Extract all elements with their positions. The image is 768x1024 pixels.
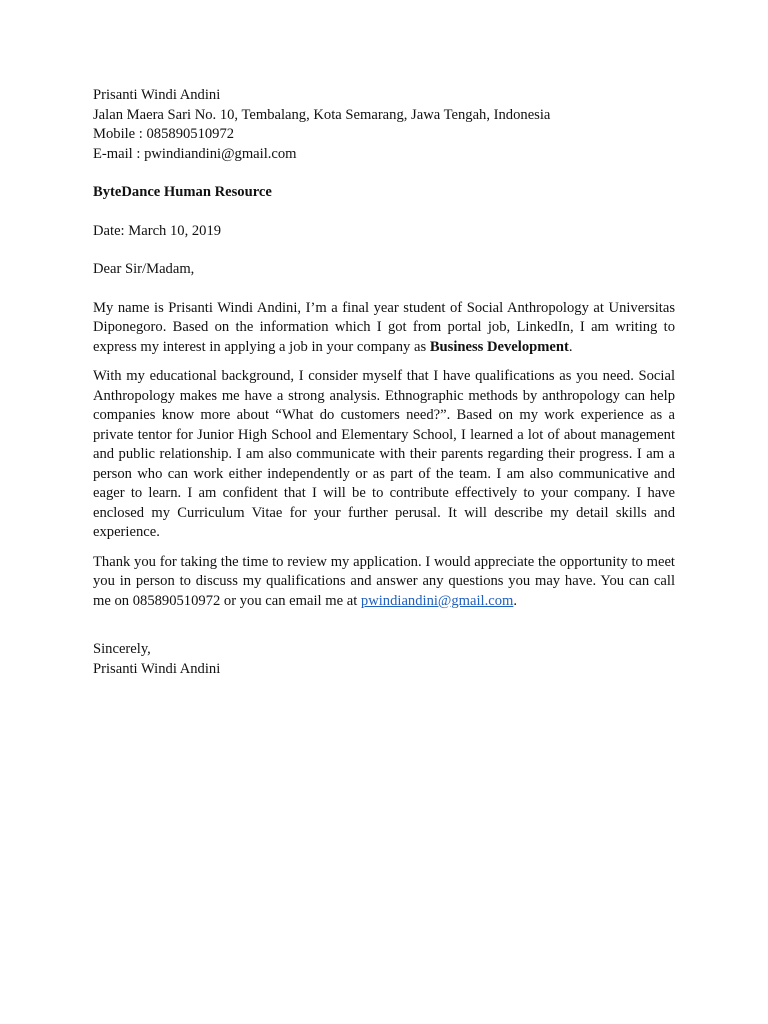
sender-address: Jalan Maera Sari No. 10, Tembalang, Kota Semarang, Jawa Tengah, Indonesia — [93, 106, 551, 123]
paragraph-thanks-end: . — [513, 592, 518, 609]
salutation: Dear Sir/Madam, — [93, 261, 195, 277]
closing: Sincerely, — [93, 641, 151, 657]
sender-mobile: Mobile : 085890510972 — [93, 126, 235, 142]
position-title: Business Development — [429, 338, 569, 355]
sender-email: E-mail : pwindiandini@gmail.com — [93, 145, 297, 162]
recipient-line: ByteDance Human Resource — [93, 184, 272, 200]
sender-name: Prisanti Windi Andini — [93, 87, 221, 103]
email-link[interactable]: pwindiandini@gmail.com — [360, 592, 514, 609]
spacer — [93, 630, 675, 640]
spacer — [93, 357, 675, 367]
paragraph-thanks-text: Thank you for taking the time to review my application. I would appreciate the opportunity to meet you in person to discuss my qualifications and answer any questions you may have. You can call me on 085890510972 or you can email me at — [93, 553, 675, 609]
spacer — [93, 203, 675, 222]
cover-letter-page — [93, 86, 675, 679]
spacer — [93, 543, 675, 553]
signature-name: Prisanti Windi Andini — [93, 660, 221, 677]
spacer — [93, 280, 675, 299]
spacer — [93, 164, 675, 183]
paragraph-intro-text: My name is Prisanti Windi Andini, I’m a final year student of Social Anthropology at Universitas Diponegoro. Based on the information which I got from portal job, LinkedIn, I am writing to express my interest in applying a job in your company as — [93, 299, 675, 355]
paragraph-intro — [93, 299, 675, 358]
letter-date: Date: March 10, 2019 — [93, 222, 222, 239]
spacer — [93, 241, 675, 260]
paragraph-thanks — [93, 553, 675, 612]
spacer — [93, 611, 675, 630]
paragraph-background: With my educational background, I consider myself that I have qualifications as you need. Social Anthropology makes me have a strong analysis. Ethnographic methods by anthropology can help companies know more about “What do customers need?”. Based on my work experience as a private tentor for Junior High School and Elementary School, I learned a lot of about management and public relationship. I am also communicate with their parents regarding their progress. I am a person who can work either independently or as part of the team. I am also communicative and eager to learn. I am confident that I will be to contribute effectively to your company. I have enclosed my Curriculum Vitae for your further perusal. It will describe my detail skills and experience. — [93, 368, 675, 540]
paragraph-intro-end: . — [568, 338, 573, 355]
sender-info — [93, 86, 675, 164]
